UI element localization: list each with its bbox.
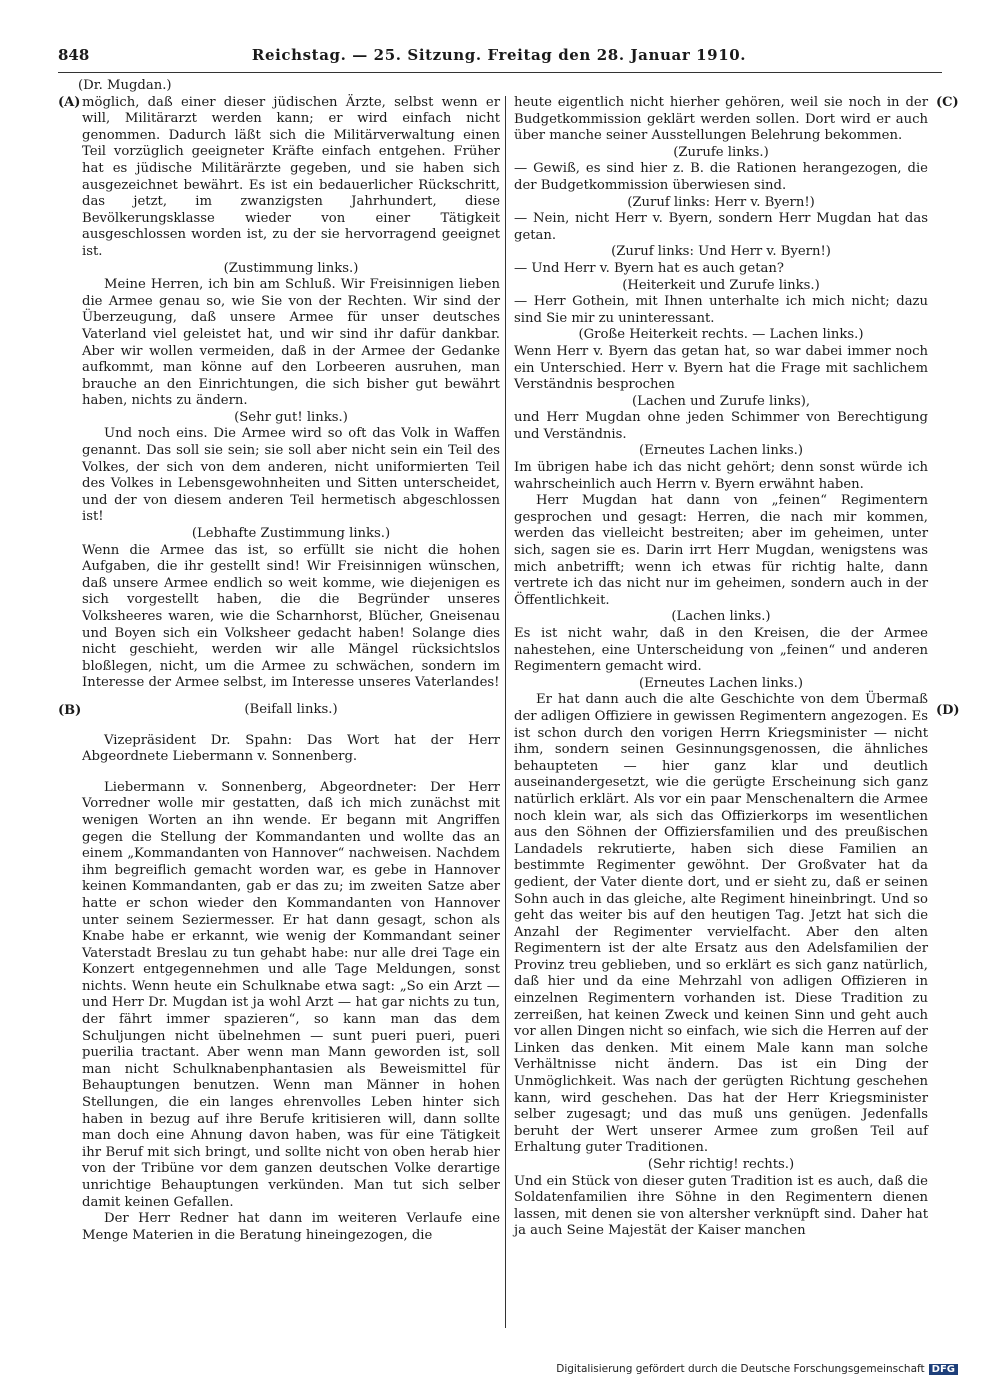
paragraph: Im übrigen habe ich das nicht gehört; denn sonst würde ich wahrscheinlich auch Herrn v. Byern erwähnt haben. xyxy=(514,460,928,492)
interjection: (Lachen und Zurufe links), xyxy=(631,393,811,409)
paragraph: und Herr Mugdan ohne jeden Schimmer von Berechtigung und Verständnis. xyxy=(514,410,928,442)
interjection: (Zuruf links: Herr v. Byern!) xyxy=(627,194,815,210)
interjection: (Zurufe links.) xyxy=(673,144,769,160)
interjection: (Erneutes Lachen links.) xyxy=(639,443,803,459)
interjection: (Lebhafte Zustimmung links.) xyxy=(191,526,391,542)
margin-marker-c: (C) xyxy=(936,95,959,110)
paragraph: Und ein Stück von dieser guten Tradition ist es auch, daß die Soldatenfamilien ihre Söhne in den Regimentern dienen lassen, mit denen sie von altersher verknüpft sind. Daher hat ja auch Seine Majestät der Kaiser manchen xyxy=(514,1173,928,1239)
paragraph: Und noch eins. Die Armee wird so oft das Volk in Waffen genannt. Das soll sie sein; sie soll aber nicht sein ein Teil des Volkes, der sich von dem anderen, nicht uniformierten Teil des Volkes in Lebensgewohnheiten und Sitten unterscheidet, und der von diesem anderen Teil hermetisch abgeschlossen ist! xyxy=(82,426,500,525)
paragraph: Herr Mugdan hat dann von „feinen“ Regimentern gesprochen und gesagt: Herren, die nach mir kommen, werden das vielleicht bestreiten; aber im geheimen, unter sich, sagen sie es. Darin irrt Herr Mugdan, wenigstens was mich anbetrifft; wenn ich etwas für richtig halte, dann vertrete ich das nicht nur im geheimen, sondern auch in der Öffentlichkeit. xyxy=(514,493,928,608)
paragraph: Meine Herren, ich bin am Schluß. Wir Freisinnigen lieben die Armee genau so, wie Sie von der Rechten. Wir sind der Überzeugung, daß unsere Armee für unser deutsches Vaterland viel geleistet hat, und wir sind ihr dafür dankbar. Aber wir wollen vermeiden, daß in der Armee der Gedanke aufkommt, man könne auf den Lorbeeren ausruhen, man brauche an den Einrichtungen, die sich bisher gut bewährt haben, nichts zu ändern. xyxy=(82,277,500,409)
interjection: (Beifall links.) xyxy=(244,701,338,717)
paragraph: — Herr Gothein, mit Ihnen unterhalte ich mich nicht; dazu sind Sie mir zu uninteressant. xyxy=(514,294,928,326)
interjection: (Zuruf links: Und Herr v. Byern!) xyxy=(611,244,831,260)
left-column xyxy=(78,78,500,1244)
interjection: (Zustimmung links.) xyxy=(223,260,359,276)
paragraph: Es ist nicht wahr, daß in den Kreisen, die der Armee nahestehen, eine Unterscheidung von „feinen“ und anderen Regimentern gemacht wird. xyxy=(514,626,928,675)
paragraph: — Nein, nicht Herr v. Byern, sondern Herr Mugdan hat das getan. xyxy=(514,211,928,243)
right-column xyxy=(514,78,928,1240)
paragraph: — Und Herr v. Byern hat es auch getan? xyxy=(514,260,784,276)
footer-credit xyxy=(556,1363,958,1375)
paragraph: möglich, daß einer dieser jüdischen Ärzte, selbst wenn er will, Militärarzt werden kann; er wird einfach nicht genommen. Dadurch läßt sich die Militärverwaltung einen Teil vorzüglich geeigneter Kräfte einfach entgehen. Früher hat es jüdische Militärärzte gegeben, und sie haben sich ausgezeichnet bewährt. Es ist ein bedauerlicher Rückschritt, das jetzt, im zwanzigsten Jahrhundert, diese Bevölkerungsklasse wieder von einer Tätigkeit ausgeschlossen worden ist, zu der sie hervorragend geeignet ist. xyxy=(82,94,500,259)
interjection: (Große Heiterkeit rechts. — Lachen links.) xyxy=(578,327,864,343)
paragraph: Er hat dann auch die alte Geschichte von dem Übermaß der adligen Offiziere in gewissen Regimentern angezogen. Es ist schon durch den vorigen Herrn Kriegsminister — nicht ihm, sondern seinen Gesinnungsgenossen, die ähnliches behaupteten — hier ganz klar und deutlich auseinandergesetzt, wie die gerügte Erscheinung sich ganz natürlich erklärt. Als vor ein paar Menschenaltern die Armee noch klein war, als sich das Offizierkorps im wesentlichen aus den Söhnen der Offiziersfamilien und des preußischen Landadels rekrutierte, haben sich diese Familien an bestimmte Regimenter gewöhnt. Der Großvater hat da gedient, der Vater diente dort, und er sieht zu, daß er seinen Sohn auch in das gleiche, alte Regiment hineinbringt. Und so geht das weiter bis auf den heutigen Tag. Jetzt hat sich die Anzahl der Regimenter vervielfacht. Aber den alten Regimentern ist der alte Ersatz aus den Adelsfamilien der Provinz treu geblieben, und so erklärt es sich ganz natürlich, daß hier und da eine Mehrzahl von adligen Offizieren in einzelnen Regimentern vorhanden ist. Diese Tradition zu zerreißen, hat keinen Zweck und keinen Sinn und geht auch vor allen Dingen nicht so einfach, wie sich die Herren auf der Linken das denken. Mit einem Male kann man solche Verhältnisse nicht ändern. Das ist ein Ding der Unmöglichkeit. Was nach der gerügten Richtung geschehen kann, wird geschehen. Das hat der Herr Kriegsminister selber zugesagt; und das muß uns genügen. Jedenfalls beruht der Wert unserer Armee zum großen Teil auf Erhaltung guter Traditionen. xyxy=(514,692,928,1156)
paragraph: Wenn Herr v. Byern das getan hat, so war dabei immer noch ein Unterschied. Herr v. Byern hat die Frage mit sachlichem Verständnis besprochen xyxy=(514,343,928,393)
paragraph: — Gewiß, es sind hier z. B. die Rationen herangezogen, die der Budgetkommission überwiesen sind. xyxy=(514,161,928,193)
margin-marker-a: (A) xyxy=(58,95,81,110)
paragraph-speech: Liebermann v. Sonnenberg, Abgeordneter: Der Herr Vorredner wolle mir gestatten, daß ich mich zunächst mit wenigen Worten an ihn wende. Er begann mit Angriffen gegen die Stellung der Kommandanten und wollte das an einem „Kommandanten von Hannover“ nachweisen. Nachdem ihm begreiflich gemacht worden war, es gebe in Hannover keinen Kommandanten, gab er das zu; im zweiten Satze aber hatte er schon wieder den Kommandanten von Hannover unter seinem Seziermesser. Er hat dann gesagt, schon als Knabe habe er erkannt, wie wenig der Kommandant seiner Vaterstadt Breslau zu tun gehabt habe: nur alle drei Tage ein Konzert entgegennehmen und alle Tage Meldungen, sonst nichts. Wenn heute ein Schulknabe etwa sagt: „So ein Arzt — und Herr Dr. Mugdan ist ja wohl Arzt — hat gar nichts zu tun, der fährt immer spazieren“, so kann man das dem Schuljungen nicht übelnehmen — sunt pueri pueri, pueri puerilia tractant. Aber wenn man Mann geworden ist, soll man nicht Schulknabenphantasien als Beweismittel für Behauptungen benutzen. Wenn man Männer in hohen Stellungen, die ein langes ehrenvolles Leben hinter sich haben in bezug auf ihre Berufe kritisieren will, dann sollte man doch eine Ahnung davon haben, was für eine Tätigkeit ihr Beruf mit sich bringt, und sollte nicht von oben herab hier von der Tribüne vor dem ganzen deutschen Volke derartige unrichtige Behauptungen verkünden. Man tut sich selber damit keinen Gefallen. xyxy=(82,779,500,1210)
interjection: (Erneutes Lachen links.) xyxy=(639,675,803,691)
footer-text: Digitalisierung gefördert durch die Deutsche Forschungsgemeinschaft xyxy=(556,1363,925,1375)
interjection: (Heiterkeit und Zurufe links.) xyxy=(622,277,820,293)
paragraph-vice-president: Vizepräsident Dr. Spahn: Das Wort hat der Herr Abgeordnete Liebermann v. Sonnenberg. xyxy=(82,732,500,765)
interjection: (Lachen links.) xyxy=(671,609,771,625)
paragraph: Wenn die Armee das ist, so erfüllt sie nicht die hohen Aufgaben, die ihr gestellt sind! Wir Freisinnigen wünschen, daß unsere Armee endlich so weit komme, wie diejenigen es sich vorgestellt haben, die die Begründer unseres Volksheeres waren, wie die Scharnhorst, Blücher, Gneisenau und Boyen sich ein Volksheer gedacht haben! Solange dies nicht geschieht, werden wir alle Mängel rücksichtslos bloßlegen, nicht, um die Armee zu schwächen, sondern im Interesse der Armee selbst, im Interesse unseres Vaterlandes! xyxy=(82,542,500,691)
interjection: (Sehr gut! links.) xyxy=(234,409,348,425)
paragraph: Der Herr Redner hat dann im weiteren Verlaufe eine Menge Materien in die Beratung hineingezogen, die xyxy=(82,1211,500,1243)
interjection: (Sehr richtig! rechts.) xyxy=(647,1157,795,1172)
dfg-logo: DFG xyxy=(929,1364,958,1375)
page-header xyxy=(58,46,940,68)
running-title: Reichstag. — 25. Sitzung. Freitag den 28. Januar 1910. xyxy=(251,46,747,64)
margin-marker-d: (D) xyxy=(936,703,960,718)
page-number: 848 xyxy=(58,46,90,64)
paragraph: heute eigentlich nicht hierher gehören, weil sie noch in der Budgetkommission geklärt werden sollen. Dort wird er auch über manche seiner Ausstellungen Belehrung bekommen. xyxy=(514,95,928,144)
margin-marker-b: (B) xyxy=(58,703,82,718)
header-rule xyxy=(58,72,942,73)
column-divider xyxy=(505,96,506,1328)
speaker-label: (Dr. Mugdan.) xyxy=(78,78,172,93)
